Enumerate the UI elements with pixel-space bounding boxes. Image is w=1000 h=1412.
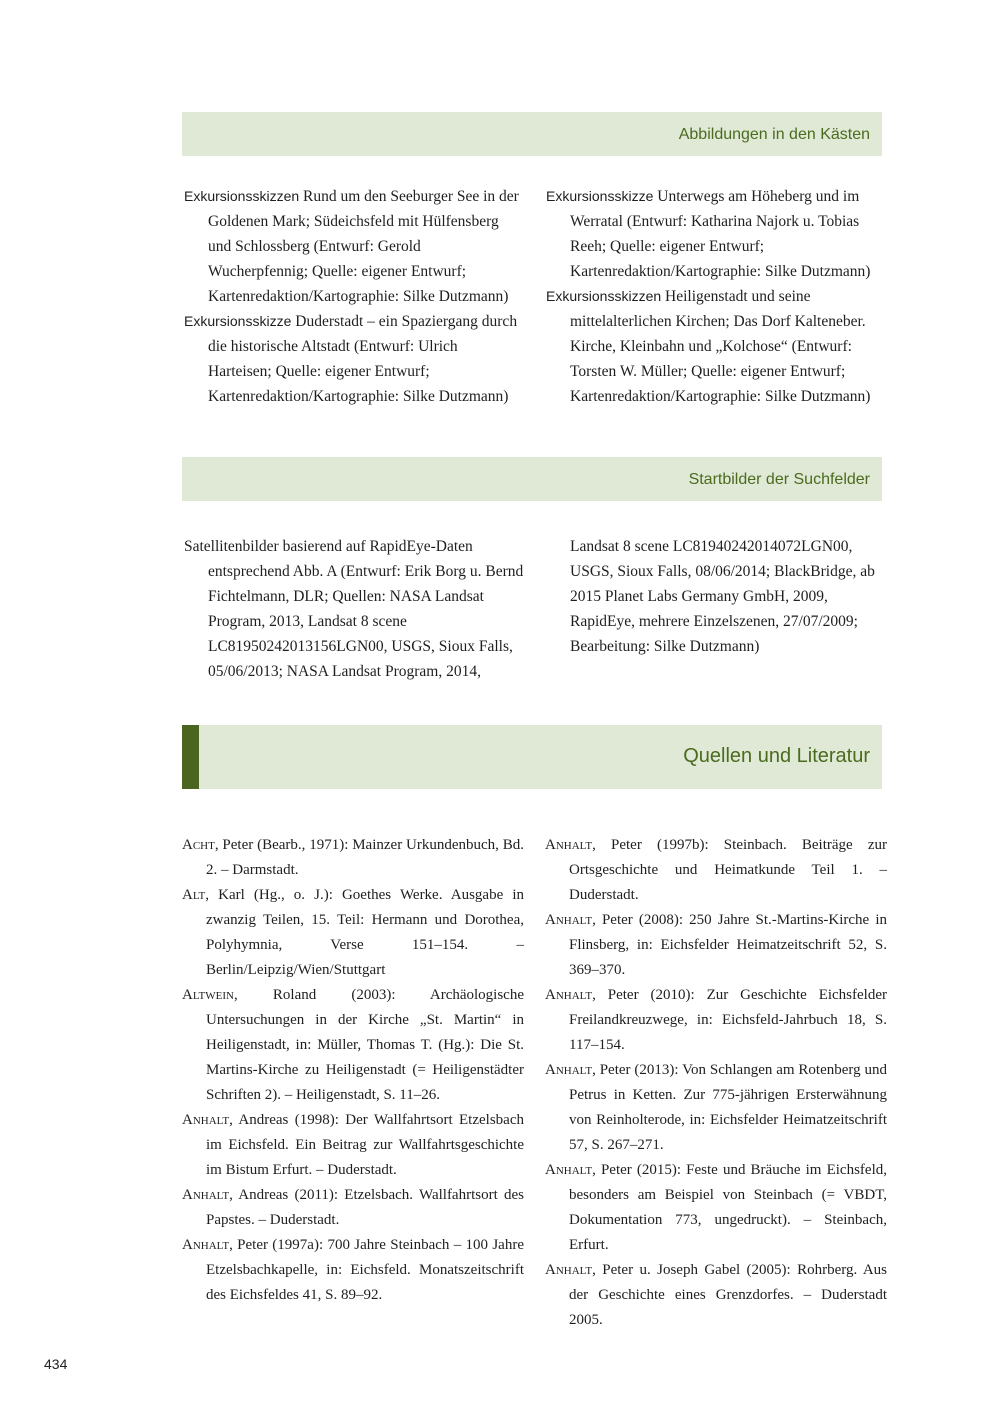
entry-text: Rund um den Seeburger See in der Goldenen Mark; Südeichsfeld mit Hülfensberg und Schlossberg (Entwurf: Gerold Wucherpfennig; Quelle: eigener Entwurf; Kartenredaktion/Kartographie: Silke Dutzmann): [208, 188, 519, 305]
section-header-startbilder: [182, 457, 882, 501]
section-header-abbildungen: [182, 112, 882, 156]
reference-entry: [545, 1258, 887, 1333]
startbilder-text-continued: Landsat 8 scene LC81940242014072LGN00, USGS, Sioux Falls, 08/06/2014; BlackBridge, ab 2015 Planet Labs Germany GmbH, 2009, RapidEye, mehrere Einzelszenen, 27/07/2009; Bearbeitung: Silke Dutzmann): [570, 538, 875, 655]
reference-entry: [182, 1108, 524, 1183]
entry-key: Exkursionsskizzen: [546, 288, 662, 304]
abbildungen-entry: [184, 184, 524, 309]
reference-author: Anhalt: [545, 837, 593, 853]
reference-author: Acht: [182, 837, 215, 853]
reference-text: , Peter u. Joseph Gabel (2005): Rohrberg. Aus der Geschichte eines Grenzdorfes. – Duderstadt 2005.: [569, 1262, 887, 1328]
section-title-startbilder: Startbilder der Suchfelder: [688, 471, 870, 488]
reference-author: Anhalt: [545, 912, 593, 928]
reference-text: , Karl (Hg., o. J.): Goethes Werke. Ausgabe in zwanzig Teilen, 15. Teil: Hermann und Dorothea, Polyhymnia, Verse 151–154. – Berlin/Leipzig/Wien/Stuttgart: [205, 887, 524, 978]
quellen-column-left: [182, 833, 524, 1308]
reference-entry: [545, 983, 887, 1058]
reference-text: , Peter (2010): Zur Geschichte Eichsfelder Freilandkreuzwege, in: Eichsfeld-Jahrbuch 18, S. 117–154.: [569, 987, 887, 1053]
reference-entry: [182, 1233, 524, 1308]
reference-text: , Peter (1997a): 700 Jahre Steinbach – 100 Jahre Etzelsbachkapelle, in: Eichsfeld. Monatszeitschrift des Eichsfeldes 41, S. 89–92.: [206, 1237, 524, 1303]
abbildungen-entry: [546, 184, 886, 284]
abbildungen-column-right: [546, 184, 886, 409]
reference-entry: [182, 1183, 524, 1233]
entry-text: Duderstadt – ein Spaziergang durch die historische Altstadt (Entwurf: Ulrich Harteisen; Quelle: eigener Entwurf; Kartenredaktion/Kartographie: Silke Dutzmann): [208, 313, 518, 405]
startbilder-column-left: [184, 534, 524, 684]
reference-author: Anhalt: [545, 1062, 593, 1078]
reference-text: , Peter (1997b): Steinbach. Beiträge zur Ortsgeschichte und Heimatkunde Teil 1. – Duderstadt.: [569, 837, 887, 903]
reference-text: , Peter (2008): 250 Jahre St.-Martins-Kirche in Flinsberg, in: Eichsfelder Heimatzeitschrift 52, S. 369–370.: [569, 912, 887, 978]
reference-text: , Roland (2003): Archäologische Untersuchungen in der Kirche „St. Martin“ in Heiligenstadt, in: Müller, Thomas T. (Hg.): Die St. Martins-Kirche zu Heiligenstadt (= Heiligenstädter Schriften 2). – Heiligenstadt, S. 11–26.: [206, 987, 524, 1103]
section-title-abbildungen: Abbildungen in den Kästen: [678, 126, 870, 143]
abbildungen-entry: [184, 309, 524, 409]
reference-author: Anhalt: [182, 1112, 230, 1128]
reference-author: Anhalt: [545, 987, 593, 1003]
abbildungen-column-left: [184, 184, 524, 409]
reference-entry: [182, 833, 524, 883]
reference-author: Anhalt: [545, 1262, 593, 1278]
reference-author: Altwein: [182, 987, 234, 1003]
quellen-column-right: [545, 833, 887, 1333]
section-accent-bar: [182, 725, 199, 789]
reference-entry: [545, 908, 887, 983]
page-number: 434: [44, 1356, 68, 1372]
entry-key: Exkursionsskizze: [184, 313, 292, 329]
reference-author: Alt: [182, 887, 206, 903]
reference-author: Anhalt: [182, 1237, 230, 1253]
reference-text: , Peter (2013): Von Schlangen am Rotenberg und Petrus in Ketten. Zur 775-jährigen Ersterwähnung von Reinholterode, in: Eichsfelder Heimatzeitschrift 57, S. 267–271.: [569, 1062, 887, 1153]
section-header-quellen: [182, 725, 882, 789]
entry-key: Exkursionsskizzen: [184, 188, 300, 204]
startbilder-text: Satellitenbilder basierend auf RapidEye-Daten entsprechend Abb. A (Entwurf: Erik Borg u. Bernd Fichtelmann, DLR; Quellen: NASA Landsat Program, 2013, Landsat 8 scene LC81950242013156LGN00, USGS, Sioux Falls, 05/06/2013; NASA Landsat Program, 2014,: [184, 538, 524, 680]
startbilder-column-right: [546, 534, 886, 659]
entry-text: Heiligenstadt und seine mittelalterlichen Kirchen; Das Dorf Kalteneber. Kirche, Kleinbahn und „Kolchose“ (Entwurf: Torsten W. Müller; Quelle: eigener Entwurf; Kartenredaktion/Kartographie: Silke Dutzmann): [570, 288, 871, 405]
reference-text: , Andreas (2011): Etzelsbach. Wallfahrtsort des Papstes. – Duderstadt.: [206, 1187, 524, 1228]
reference-entry: [545, 833, 887, 908]
reference-text: , Peter (2015): Feste und Bräuche im Eichsfeld, besonders am Beispiel von Steinbach (= VBDT, Dokumentation 773, ungedruckt). – Steinbach, Erfurt.: [569, 1162, 887, 1253]
reference-entry: [182, 983, 524, 1108]
section-title-quellen: Quellen und Literatur: [683, 745, 870, 767]
reference-entry: [182, 883, 524, 983]
reference-entry: [545, 1158, 887, 1258]
reference-author: Anhalt: [545, 1162, 593, 1178]
reference-entry: [545, 1058, 887, 1158]
entry-text: Unterwegs am Höheberg und im Werratal (Entwurf: Katharina Najork u. Tobias Reeh; Quelle: eigener Entwurf; Kartenredaktion/Kartographie: Silke Dutzmann): [570, 188, 871, 280]
abbildungen-entry: [546, 284, 886, 409]
reference-text: , Peter (Bearb., 1971): Mainzer Urkundenbuch, Bd. 2. – Darmstadt.: [206, 837, 524, 878]
entry-key: Exkursionsskizze: [546, 188, 654, 204]
reference-text: , Andreas (1998): Der Wallfahrtsort Etzelsbach im Eichsfeld. Ein Beitrag zur Wallfahrtsgeschichte im Bistum Erfurt. – Duderstadt.: [206, 1112, 524, 1178]
reference-author: Anhalt: [182, 1187, 230, 1203]
